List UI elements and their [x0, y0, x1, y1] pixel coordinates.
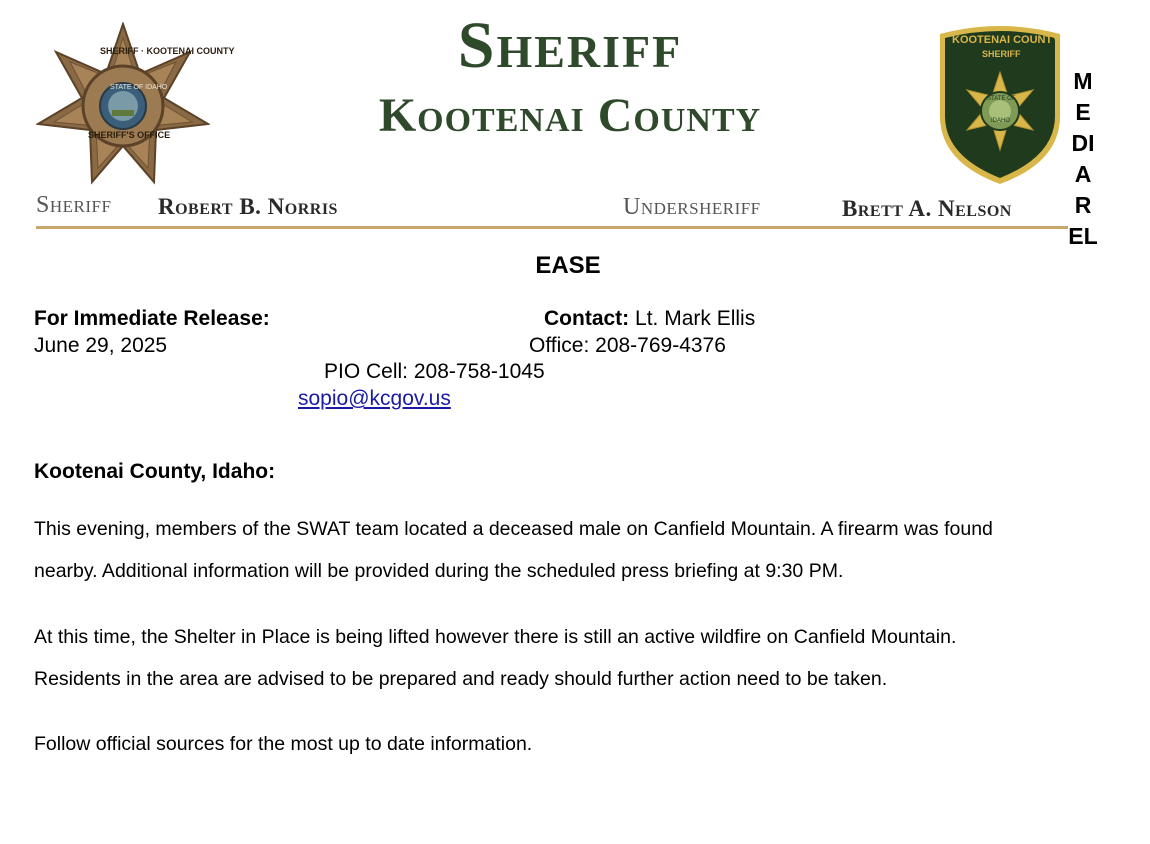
office-phone: Office: 208-769-4376 [529, 334, 726, 357]
pio-cell: PIO Cell: 208-758-1045 [324, 360, 545, 383]
patch-top-text: KOOTENAI COUNTY [952, 34, 1060, 46]
header-divider [36, 226, 1068, 229]
vertical-media-release-text [1062, 66, 1104, 252]
paragraph-line: nearby. Additional information will be provided during the scheduled press briefing at 9:30 PM. [34, 560, 844, 582]
vertical-letter: R [1074, 192, 1092, 218]
vertical-letter: DI [1071, 130, 1095, 156]
vertical-letter: EL [1068, 223, 1098, 249]
vertical-letter: A [1074, 161, 1092, 187]
paragraph-3 [34, 723, 532, 765]
contact-name: Lt. Mark Ellis [635, 307, 756, 330]
header-title-county: Kootenai County [378, 89, 762, 142]
contact-label: Contact: [544, 307, 630, 330]
paragraph-2 [34, 616, 956, 700]
badge-lower-text: SHERIFF'S OFFICE [88, 130, 171, 140]
sheriff-name: Robert B. Norris [158, 194, 338, 219]
vertical-letter: E [1075, 99, 1091, 125]
patch-state-text: STATE OF [987, 96, 1016, 102]
release-label: For Immediate Release: [34, 307, 270, 330]
contact-line [544, 305, 755, 332]
undersheriff-name: Brett A. Nelson [842, 196, 1012, 221]
paragraph-line: Follow official sources for the most up to date information. [34, 733, 533, 755]
patch-lower-text: IDAHO [991, 118, 1011, 124]
release-date: June 29, 2025 [34, 334, 168, 357]
badge-ring-text: SHERIFF · KOOTENAI COUNTY [100, 46, 235, 56]
paragraph-line: This evening, members of the SWAT team located a deceased male on Canfield Mountain. A firearm was found [34, 518, 993, 540]
paragraph-line: At this time, the Shelter in Place is being lifted however there is still an active wildfire on Canfield Mountain. [34, 626, 957, 648]
dateline: Kootenai County, Idaho: [34, 460, 276, 483]
paragraph-1 [34, 508, 993, 592]
email-link[interactable]: sopio@kcgov.us [298, 387, 451, 410]
patch-sub-text: SHERIFF [982, 49, 1021, 59]
vertical-letter: M [1073, 68, 1093, 94]
badge-state-text: STATE OF IDAHO [110, 84, 168, 91]
paragraph-line: Residents in the area are advised to be prepared and ready should further action need to be taken. [34, 668, 888, 690]
undersheriff-role-label: Undersheriff [623, 194, 761, 220]
release-heading: EASE [535, 252, 601, 279]
sheriff-role-label: Sheriff [36, 192, 112, 218]
header-title-sheriff: Sheriff [457, 9, 683, 82]
